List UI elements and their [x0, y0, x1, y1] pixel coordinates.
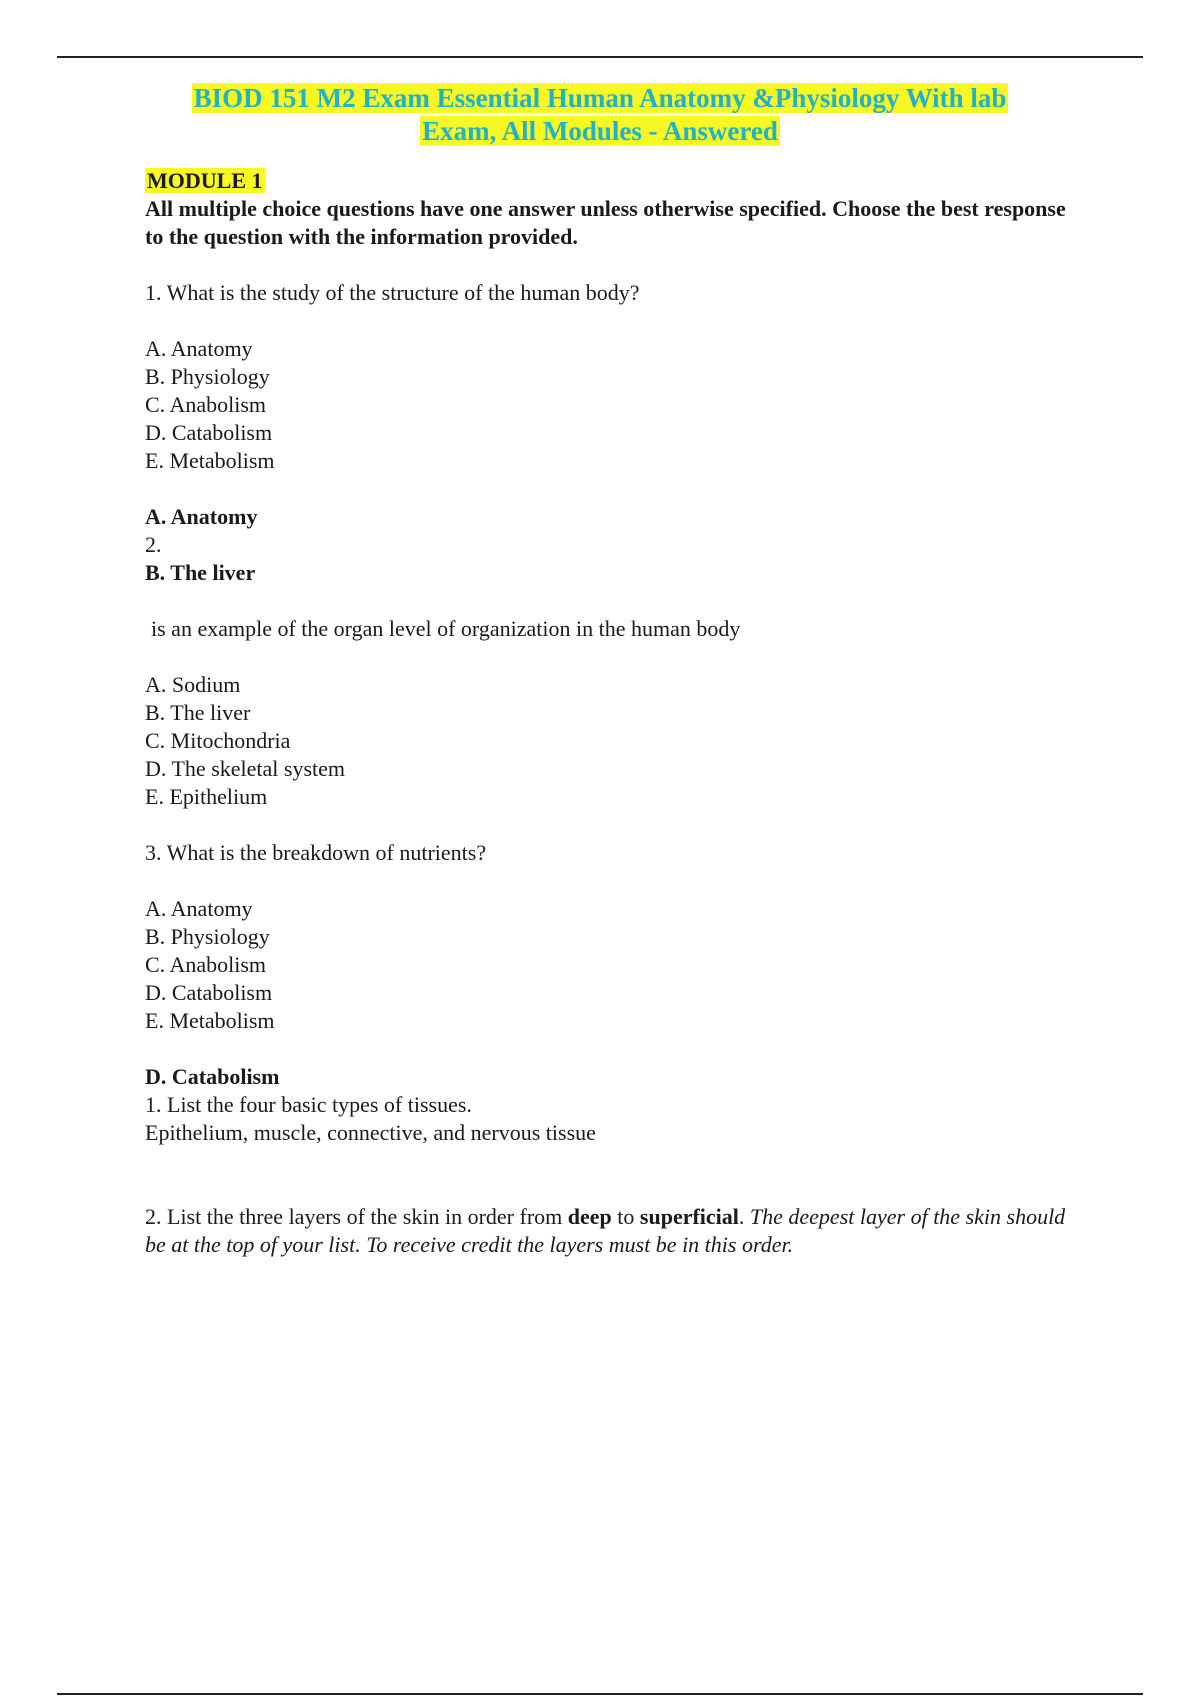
q2-option-b: B. The liver [145, 700, 251, 725]
q1-option-b: B. Physiology [145, 364, 270, 389]
title-line-1: BIOD 151 M2 Exam Essential Human Anatomy &Physiology With lab [193, 83, 1007, 113]
q2-option-a: A. Sodium [145, 672, 241, 697]
q2-answer: B. The liver [145, 560, 256, 585]
question-1: 1. What is the study of the structure of the human body? [145, 280, 640, 305]
q3-option-a: A. Anatomy [145, 896, 253, 921]
q3-answer: D. Catabolism [145, 1064, 280, 1089]
q2-option-e: E. Epithelium [145, 784, 268, 809]
list2-superficial: superficial [639, 1204, 739, 1229]
list2-deep: deep [567, 1204, 612, 1229]
q1-option-d: D. Catabolism [145, 420, 273, 445]
document-body [145, 167, 1075, 1259]
question-2-number: 2. [145, 532, 162, 557]
list-question-1: 1. List the four basic types of tissues. [145, 1092, 472, 1117]
q2-option-c: C. Mitochondria [145, 728, 291, 753]
q3-option-d: D. Catabolism [145, 980, 273, 1005]
q1-option-c: C. Anabolism [145, 392, 267, 417]
q3-option-c: C. Anabolism [145, 952, 267, 977]
module-label: MODULE 1 [147, 168, 263, 193]
list2-part2: to [611, 1204, 640, 1229]
list2-part3: . [738, 1204, 750, 1229]
list-question-2 [145, 1203, 1075, 1259]
list2-note: The deepest layer of the skin should be at the top of your list. To receive credit the layers must be in this order. [145, 1204, 1066, 1257]
instructions: All multiple choice questions have one answer unless otherwise specified. Choose the best response to the question with the information provided. [145, 196, 1066, 249]
q1-answer: A. Anatomy [145, 504, 258, 529]
bottom-rule [57, 1693, 1143, 1695]
q3-option-b: B. Physiology [145, 924, 270, 949]
q1-option-a: A. Anatomy [145, 336, 253, 361]
q1-option-e: E. Metabolism [145, 448, 275, 473]
q2-option-d: D. The skeletal system [145, 756, 345, 781]
title-line-2: Exam, All Modules - Answered [422, 116, 778, 146]
list-answer-1: Epithelium, muscle, connective, and nervous tissue [145, 1120, 596, 1145]
document-title [100, 82, 1100, 148]
top-rule [57, 56, 1143, 58]
question-3: 3. What is the breakdown of nutrients? [145, 840, 487, 865]
list2-part1: 2. List the three layers of the skin in order from [145, 1204, 568, 1229]
q3-option-e: E. Metabolism [145, 1008, 275, 1033]
question-2: is an example of the organ level of organization in the human body [151, 616, 741, 641]
